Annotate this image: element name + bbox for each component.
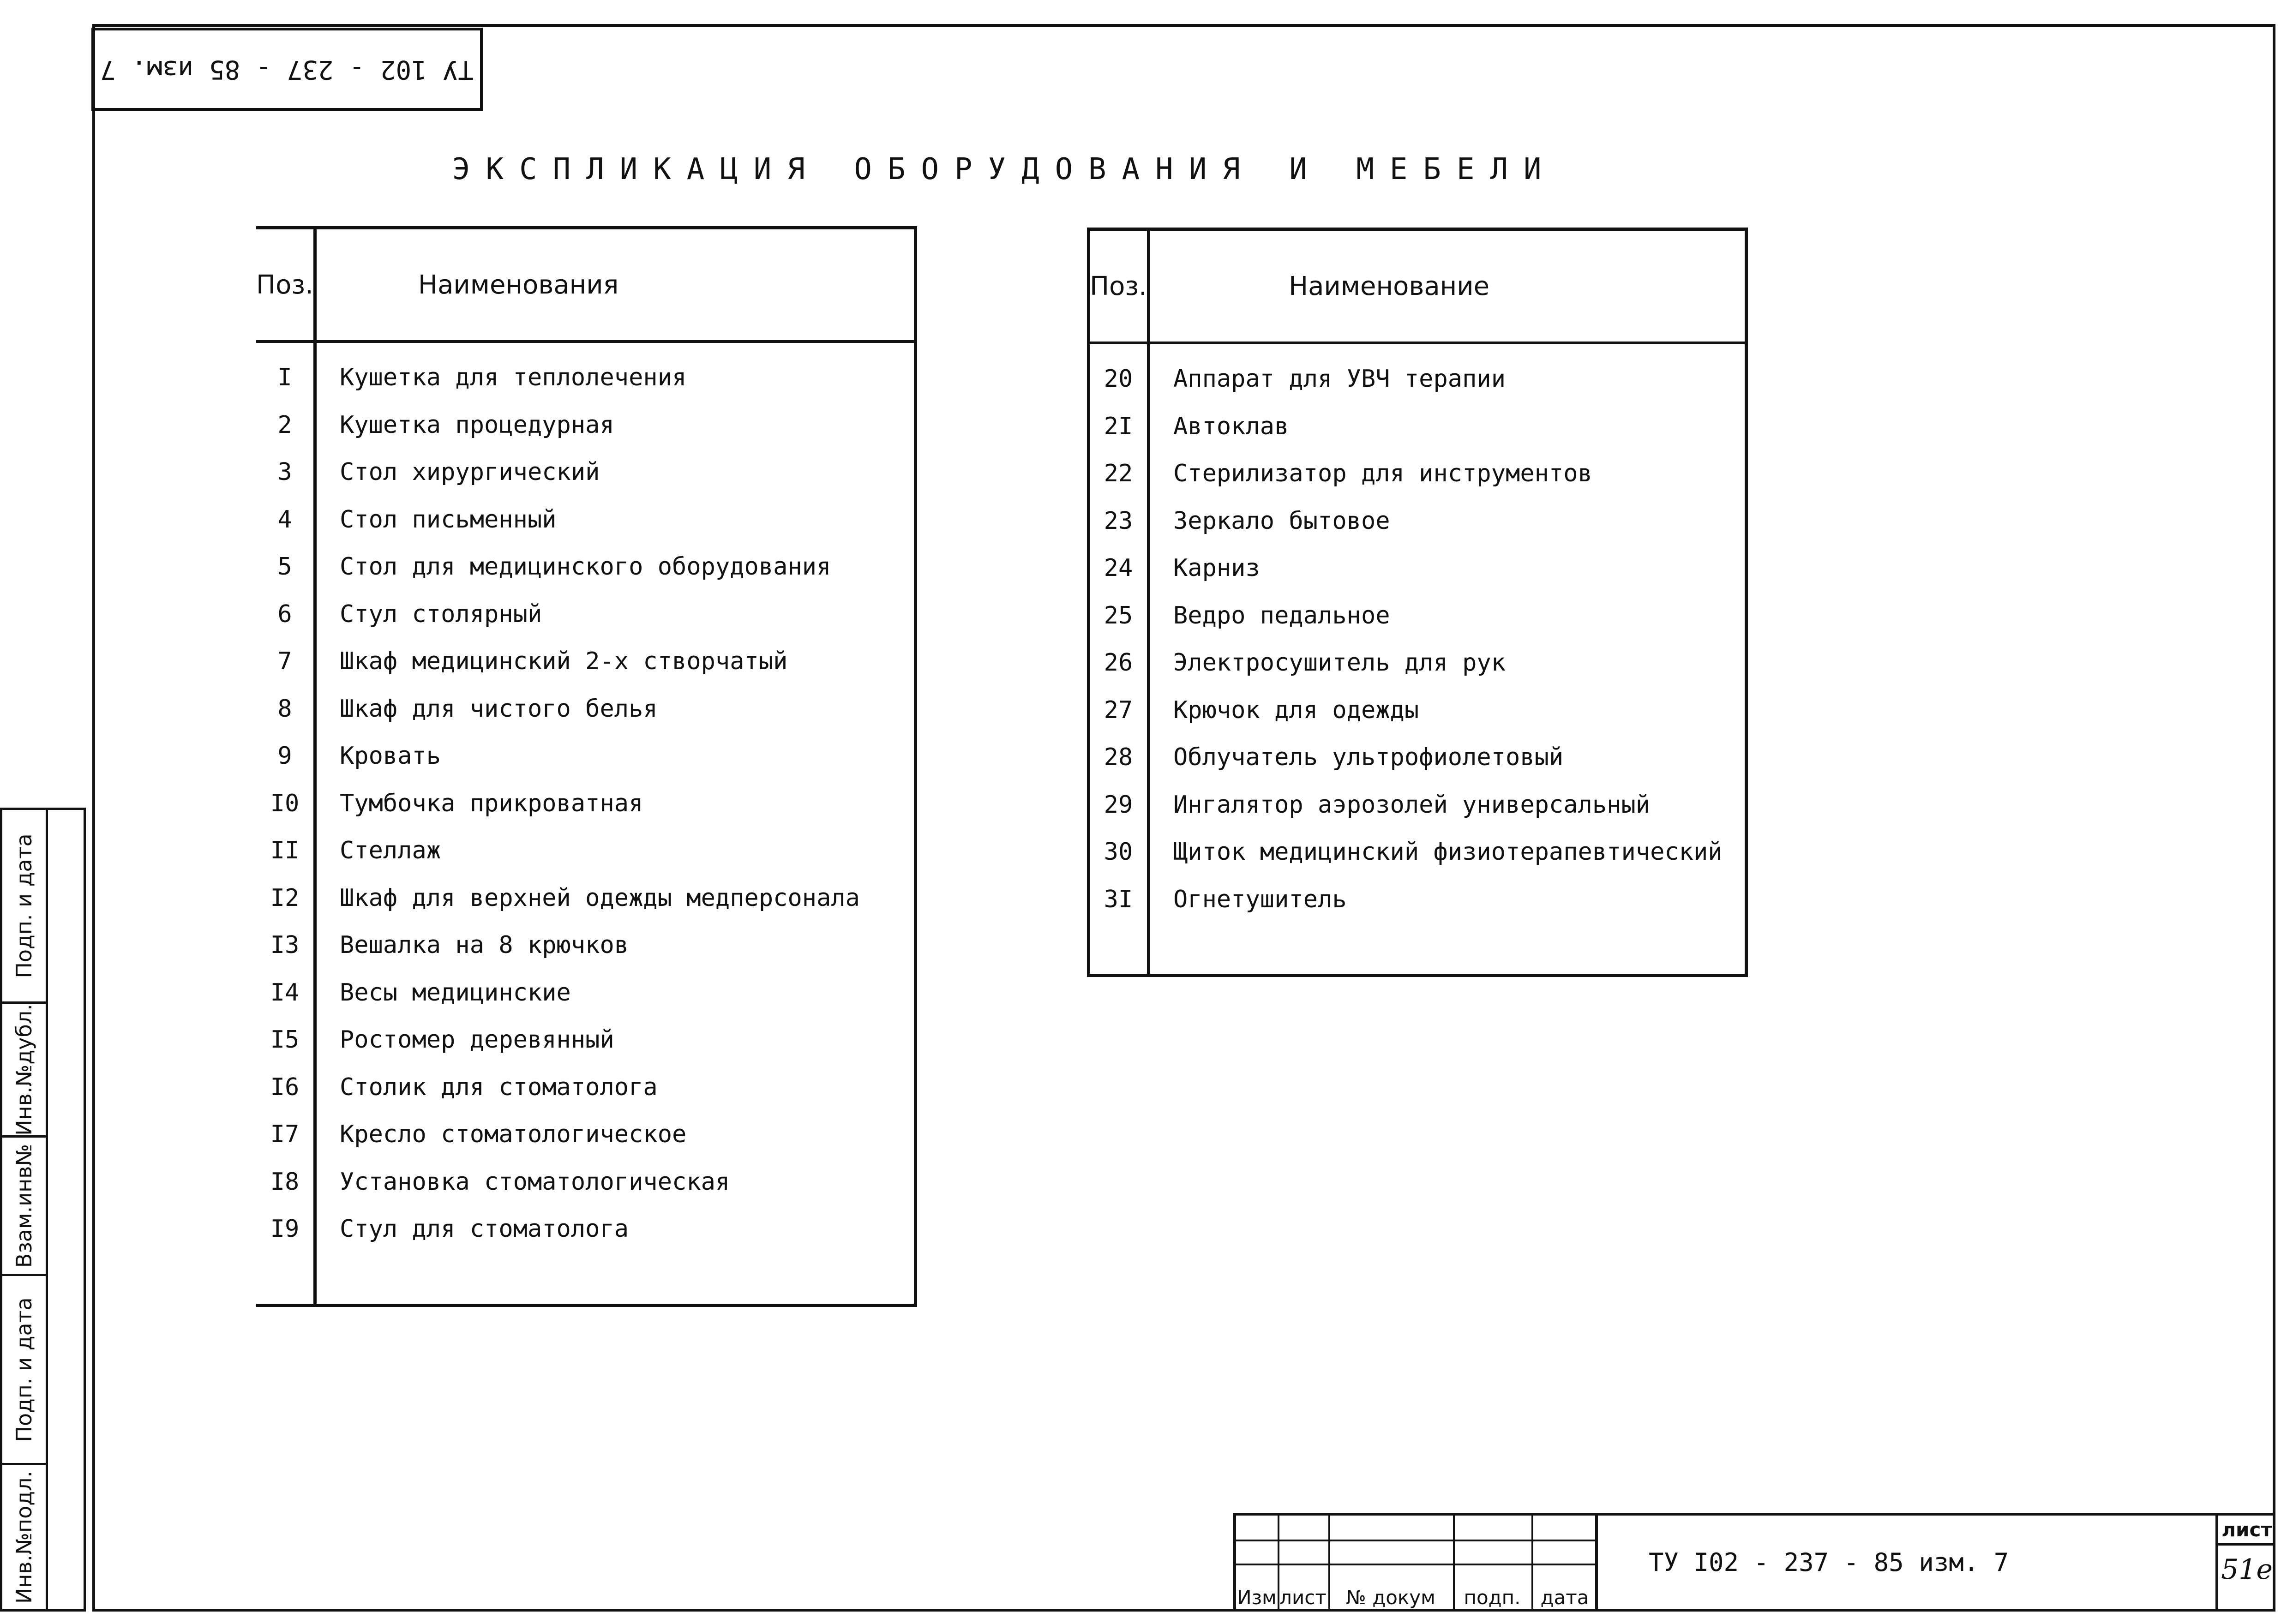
table-row — [256, 1016, 916, 1064]
row-position: 28 — [1088, 734, 1148, 781]
column-header-pos: Поз. — [256, 228, 315, 342]
row-name: Шкаф для верхней одежды медперсонала — [339, 884, 860, 912]
document-code-stamp — [91, 28, 483, 111]
row-position: 9 — [256, 732, 315, 780]
row-position: 29 — [1088, 781, 1148, 829]
row-name: Стул столярный — [339, 600, 542, 628]
sidebar-label: Взам.инв№ — [12, 1144, 36, 1268]
row-name: Кровать — [339, 742, 441, 770]
row-name: Кушетка для теплолечения — [339, 364, 687, 392]
row-name: Стол письменный — [339, 505, 557, 533]
table-row — [1088, 497, 1747, 545]
row-position: 3I — [1088, 876, 1148, 923]
row-name: Стол хирургический — [339, 458, 600, 486]
row-name: Аппарат для УВЧ терапии — [1173, 365, 1506, 393]
row-position: I5 — [256, 1016, 315, 1064]
revision-labels — [1236, 1583, 1601, 1612]
table-row — [256, 1064, 916, 1111]
row-position: I7 — [256, 1111, 315, 1158]
table-row — [1088, 343, 1747, 403]
row-position: 7 — [256, 638, 315, 685]
row-position: I8 — [256, 1158, 315, 1206]
row-position: I3 — [256, 922, 315, 969]
table-row — [256, 1111, 916, 1158]
row-position: I4 — [256, 969, 315, 1017]
sidebar-divider — [46, 810, 48, 1609]
row-position: 22 — [1088, 450, 1148, 497]
row-position: 6 — [256, 591, 315, 638]
table-row — [256, 342, 916, 402]
row-position: 24 — [1088, 545, 1148, 592]
table-filler-row — [256, 1253, 916, 1306]
row-name: Установка стоматологическая — [339, 1168, 730, 1196]
document-code: ТУ I02 - 237 - 85 изм. 7 — [1649, 1548, 2009, 1577]
label-izm: Изм — [1237, 1586, 1277, 1609]
row-name: Кресло стоматологическое — [339, 1121, 687, 1149]
approval-sidebar — [0, 808, 86, 1612]
row-position: II — [256, 827, 315, 875]
table-row — [256, 591, 916, 638]
column-header-name: Наименования — [315, 228, 915, 342]
row-position: I9 — [256, 1205, 315, 1253]
table-row — [256, 449, 916, 496]
row-name: Весы медицинские — [339, 978, 571, 1007]
row-position: I2 — [256, 875, 315, 922]
row-name: Зеркало бытовое — [1173, 507, 1390, 535]
row-position: 8 — [256, 685, 315, 733]
row-name: Стул для стоматолога — [339, 1215, 629, 1243]
table-row — [256, 875, 916, 922]
row-position: I6 — [256, 1064, 315, 1111]
equipment-table-right — [1087, 228, 1748, 977]
sidebar-vzam-inv — [2, 1138, 46, 1276]
row-position: I — [256, 342, 315, 402]
row-position: 2 — [256, 402, 315, 449]
row-position: 5 — [256, 543, 315, 591]
table-row — [1088, 639, 1747, 687]
row-name: Ростомер деревянный — [339, 1026, 614, 1054]
table-row — [256, 402, 916, 449]
table-row — [256, 496, 916, 544]
row-name: Облучатель ультрофиолетовый — [1173, 743, 1564, 772]
table-row — [1088, 828, 1747, 876]
table-row — [1088, 592, 1747, 640]
table-row — [256, 780, 916, 827]
row-name: Столик для стоматолога — [339, 1073, 658, 1101]
sidebar-inv-podl — [2, 1465, 46, 1609]
table-filler-row — [1088, 923, 1747, 976]
table-row — [256, 827, 916, 875]
sheet-label: лист — [2218, 1518, 2275, 1546]
column-header-name: Наименование — [1148, 229, 1746, 343]
revision-grid — [1233, 1516, 1598, 1612]
row-position: 4 — [256, 496, 315, 544]
table-row — [1088, 545, 1747, 592]
row-position: 3 — [256, 449, 315, 496]
label-dokum: № докум — [1346, 1586, 1435, 1609]
row-name: Крючок для одежды — [1173, 696, 1419, 724]
row-position: 20 — [1088, 343, 1148, 403]
table-row — [1088, 734, 1747, 781]
table-row — [256, 638, 916, 685]
row-name: Ингалятор аэрозолей универсальный — [1173, 791, 1651, 819]
row-position: I0 — [256, 780, 315, 827]
row-name: Карниз — [1173, 554, 1260, 582]
table-row — [1088, 450, 1747, 497]
table-row — [1088, 781, 1747, 829]
table-row — [1088, 687, 1747, 734]
row-position: 30 — [1088, 828, 1148, 876]
row-position: 2I — [1088, 403, 1148, 450]
row-name: Ведро педальное — [1173, 601, 1390, 629]
title-block — [1233, 1513, 2275, 1612]
table-row — [256, 1205, 916, 1253]
stamp-text: ТУ 102 - 237 - 85 изм. 7 — [100, 54, 474, 84]
table-row — [256, 1158, 916, 1206]
row-name: Стерилизатор для инструментов — [1173, 460, 1592, 488]
table-row — [256, 922, 916, 969]
label-data: дата — [1540, 1586, 1589, 1609]
table-row — [1088, 876, 1747, 923]
table-row — [1088, 403, 1747, 450]
sidebar-label: Инв.№подл. — [12, 1470, 36, 1604]
row-position: 27 — [1088, 687, 1148, 734]
column-header-pos: Поз. — [1088, 229, 1148, 343]
table-row — [256, 732, 916, 780]
sheet-number: 51е — [2221, 1553, 2273, 1586]
row-name: Вешалка на 8 крючков — [339, 931, 629, 959]
row-name: Шкаф медицинский 2-х створчатый — [339, 647, 788, 676]
row-name: Автоклав — [1173, 412, 1289, 440]
label-list: лист — [1279, 1586, 1327, 1609]
sidebar-label: Подп. и дата — [12, 1297, 36, 1442]
row-name: Стеллаж — [339, 837, 441, 865]
table-row — [256, 543, 916, 591]
row-name: Стол для медицинского оборудования — [339, 553, 831, 581]
row-name: Тумбочка прикроватная — [339, 789, 643, 817]
label-podp: подп. — [1464, 1586, 1521, 1609]
sidebar-label: Инв.№дубл. — [12, 1003, 36, 1136]
row-name: Кушетка процедурная — [339, 411, 614, 439]
row-position: 25 — [1088, 592, 1148, 640]
row-name: Щиток медицинский физиотерапевтический — [1173, 838, 1723, 866]
sheet-box — [2215, 1516, 2275, 1612]
equipment-table-left — [256, 226, 917, 1307]
sidebar-podp-data-top — [2, 810, 46, 1004]
row-position: 26 — [1088, 639, 1148, 687]
sidebar-label: Подп. и дата — [12, 833, 36, 978]
page-title: ЭКСПЛИКАЦИЯ ОБОРУДОВАНИЯ И МЕБЕЛИ — [452, 152, 1557, 186]
sidebar-inv-dubl — [2, 1004, 46, 1138]
row-name: Шкаф для чистого белья — [339, 695, 658, 723]
row-position: 23 — [1088, 497, 1148, 545]
table-row — [256, 969, 916, 1017]
sidebar-podp-data-bottom — [2, 1276, 46, 1465]
table-row — [256, 685, 916, 733]
row-name: Электросушитель для рук — [1173, 649, 1506, 677]
row-name: Огнетушитель — [1173, 885, 1347, 913]
